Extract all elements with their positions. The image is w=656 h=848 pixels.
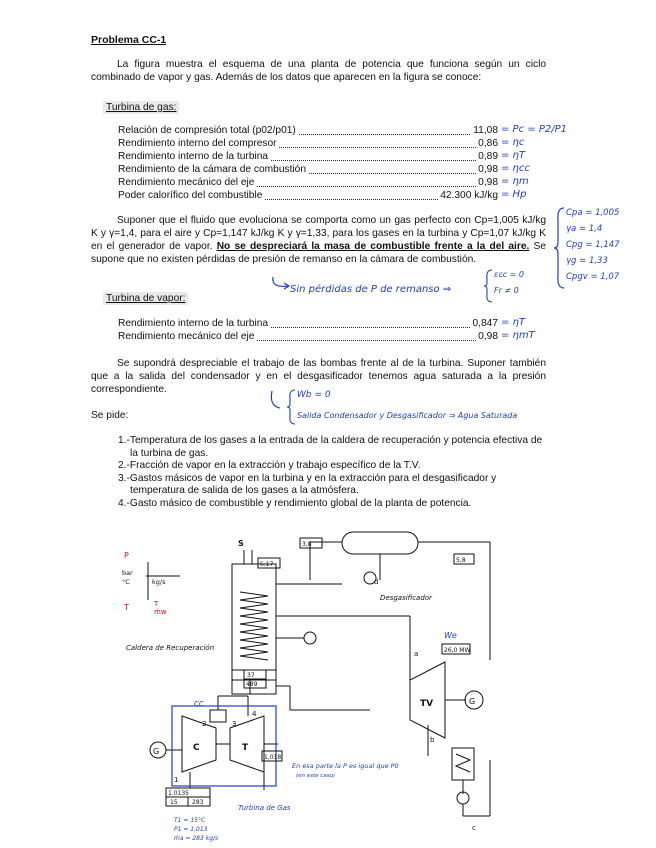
suppose-text-1: Suponer que el fluido que evoluciona se comporta como un gas perfecto con Cp=1,005 kJ/kg K y γ=1,4, para el aire y Cp=1,147 kJ/kg K y γ=1,33, para los gases en la turbina y Cp=1,07 kJ/kg K en el generador de vapor. [91, 215, 546, 252]
label-point-3: 3 [232, 720, 237, 728]
problem-title: Problema CC-1 [91, 34, 167, 46]
question-item: 4.-Gasto másico de combustible y rendimiento global de la planta de potencia. [118, 497, 472, 509]
row-value: 42.300 kJ/kg [440, 190, 498, 201]
hw-we: We [444, 631, 457, 640]
row-label: Rendimiento mecánico del eje [118, 331, 255, 342]
row-value: 0,847 [472, 318, 498, 329]
gas-rows-row [118, 151, 498, 163]
handwritten-note: = ηm [501, 176, 529, 187]
label-tv: TV [420, 699, 434, 709]
row-value: 11,08 [473, 125, 498, 136]
question-item: 1.-Temperatura de los gases a la entrada de la caldera de recuperación y potencia efectiva de la turbina de gas. [118, 435, 543, 459]
label-b: b [430, 736, 435, 744]
suppose-paragraph [91, 214, 546, 266]
questions-list [118, 435, 548, 510]
label-c-point: c [472, 824, 476, 832]
hw-inlet-t: T1 = 15°C [174, 817, 206, 824]
suppose-text-2: Se supone que no existen pérdidas de presión de remanso en la cámara de combustión. [91, 241, 546, 265]
plant-diagram [110, 520, 630, 848]
stack-temp-box: S.17 [260, 561, 274, 568]
label-a: a [414, 650, 419, 658]
steam-turbine-heading: Turbina de vapor: [103, 292, 188, 305]
gas-rows-row [118, 164, 498, 176]
box-gas-inlet: 1.0135 [168, 790, 189, 797]
legend-celsius: °C [122, 578, 130, 586]
row-label: Rendimiento interno de la turbina [118, 151, 269, 162]
box-38: 3,8 [302, 541, 312, 548]
hw-losses-eps: εcc = 0 [494, 270, 524, 279]
label-caldera: Caldera de Recuperación [126, 644, 215, 652]
row-label: Relación de compresión total (p02/p01) [118, 125, 296, 136]
label-d: d [374, 578, 379, 586]
assume-paragraph: Se supondrá despreciable el trabajo de las bombas frente al de la turbina. Suponer también que a la salida del condensador y en el desgasificador tenemos agua saturada a la presión correspondiente. [91, 358, 546, 395]
curved-arrow-icon [270, 276, 292, 292]
generator-g-gas: G [153, 747, 160, 756]
hw-saturated: Salida Condensador y Desgasificador ⇒ Agua Saturada [297, 411, 518, 420]
hw-note-pressure: En esa parte la P es igual que P0 [292, 762, 399, 770]
row-label: Rendimiento mecánico del eje [118, 177, 255, 188]
label-stack-s: S [238, 539, 244, 548]
row-value: 0,98 [478, 164, 498, 175]
ask-label: Se pide: [91, 410, 129, 421]
row-value: 0,98 [478, 331, 498, 342]
legend-p: P [124, 551, 129, 560]
box-489: 489 [246, 681, 258, 688]
handwritten-note: = ηcc [501, 163, 530, 174]
row-value: 0,98 [478, 177, 498, 188]
hw-note-pressure-2: (en este caso) [296, 773, 336, 779]
hw-losses-fr: Fr ≠ 0 [494, 286, 519, 295]
hw-inlet-p: P1 = 1,013 [174, 826, 208, 833]
handwritten-property: γg = 1,33 [566, 256, 608, 266]
label-point-2: 2 [202, 720, 207, 728]
row-label: Poder calorífico del combustible [118, 190, 263, 201]
label-desgasificador: Desgasificador [380, 594, 432, 602]
legend-mw: ṁw [154, 608, 167, 616]
row-value: 0,89 [478, 151, 498, 162]
label-gas-turbine: T [242, 743, 249, 753]
legend-t-small: T [154, 600, 159, 608]
legend-bar: bar [122, 569, 133, 577]
legend-kgs: kg/s [152, 578, 166, 586]
row-label: Rendimiento interno del compresor [118, 138, 277, 149]
handwritten-note: = ηT [501, 150, 526, 161]
gas-rows-row [118, 177, 498, 189]
label-compressor: C [193, 743, 200, 753]
row-label: Rendimiento de la cámara de combustión [118, 164, 307, 175]
legend-t: T [124, 603, 129, 612]
handwritten-note: = ηmT [501, 330, 535, 341]
handwritten-note: = Hp [501, 189, 527, 200]
curved-arrow-2-icon [268, 390, 284, 420]
vapor-rows-row [118, 318, 498, 330]
box-15: 15 [170, 799, 178, 806]
generator-g-steam: G [469, 697, 476, 706]
brace-assume-icon [285, 388, 297, 426]
row-value: 0,86 [478, 138, 498, 149]
label-point-1: 1 [174, 776, 179, 784]
brace-small-icon [482, 268, 494, 304]
label-cc: CC [194, 700, 204, 708]
hw-wb: Wb = 0 [297, 390, 331, 400]
box-1018: 1,018 [264, 754, 282, 761]
question-item: 3.-Gastos másicos de vapor en la turbina y en la extracción para el desgasificador y temperatura de salida de los gases a la atmósfera. [118, 472, 497, 496]
gas-rows-row [118, 138, 498, 150]
box-283: 283 [192, 799, 204, 806]
row-label: Rendimiento interno de la turbina [118, 318, 269, 329]
label-point-4: 4 [252, 710, 257, 718]
handwritten-note: = Pc = P2/P1 [501, 124, 567, 135]
handwritten-property: Cpg = 1,147 [566, 240, 620, 250]
vapor-rows-row [118, 331, 498, 343]
handwritten-note: = ηT [501, 317, 526, 328]
intro-paragraph: La figura muestra el esquema de una planta de potencia que funciona según un ciclo combinado de vapor y gas. Además de los datos que aparecen en la figura se conoce: [91, 59, 546, 83]
hw-turbina-gas: Turbina de Gas [238, 804, 291, 812]
suppose-bold-text: No se despreciará la masa de combustible frente a la del aire. [216, 241, 530, 252]
hw-inlet-m: ṁa = 283 kg/s [174, 835, 219, 842]
box-58: 5,8 [456, 557, 466, 564]
gas-rows-row [118, 190, 498, 202]
handwritten-property: γa = 1,4 [566, 224, 603, 234]
handwritten-note: = ηc [501, 137, 525, 148]
power-box: 26,0 MW [444, 647, 471, 654]
gas-rows-row [118, 125, 498, 137]
question-item: 2.-Fracción de vapor en la extracción y trabajo específico de la T.V. [118, 460, 421, 471]
handwritten-losses: Sin pérdidas de P de remanso ⇒ [290, 284, 452, 295]
box-37: 37 [247, 672, 255, 679]
handwritten-property: Cpa = 1,005 [566, 208, 620, 218]
brace-icon [553, 206, 567, 290]
gas-turbine-heading: Turbina de gas: [103, 101, 179, 114]
handwritten-property: Cpgv = 1,07 [566, 272, 620, 282]
